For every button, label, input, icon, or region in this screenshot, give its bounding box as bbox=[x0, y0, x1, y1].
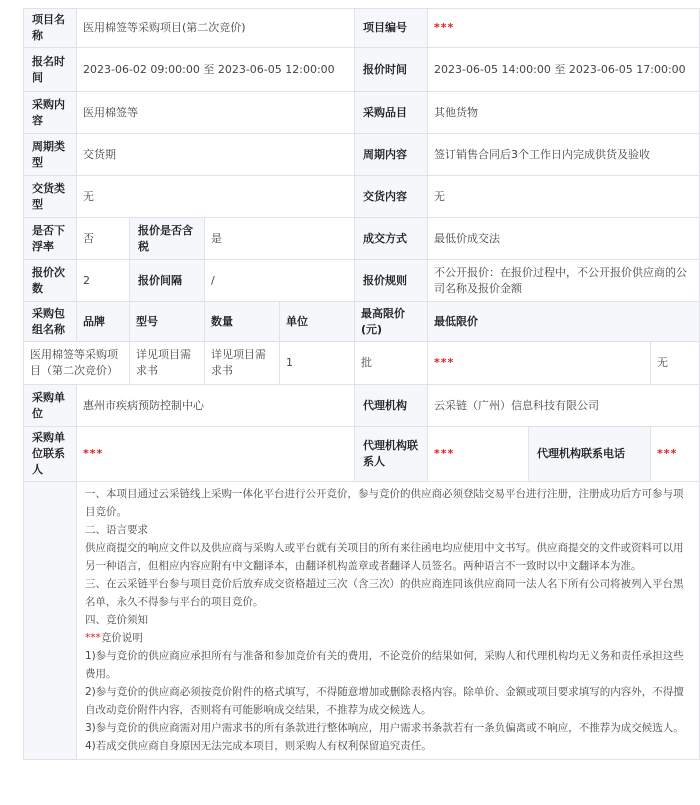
notes-paragraph-9: 3)参与竞价的供应商需对用户需求书的所有条款进行整体响应，用户需求书条款若有一条负偏离或不响应，不推荐为成交候选人。 bbox=[85, 722, 684, 734]
purchase-content: 医用棉签等 bbox=[77, 92, 355, 134]
package-header-min-price: 最低限价 bbox=[428, 302, 700, 342]
quote-time-label: 报价时间 bbox=[355, 48, 428, 92]
signup-time-label: 报名时间 bbox=[24, 48, 77, 92]
quote-rule: 不公开报价：在报价过程中，不公开报价供应商的公司名称及报价金额 bbox=[428, 260, 700, 302]
notes-side-cell bbox=[24, 482, 77, 760]
project-name: 医用棉签等采购项目(第二次竞价) bbox=[77, 9, 355, 48]
row-contacts bbox=[24, 427, 700, 482]
delivery-type: 无 bbox=[77, 176, 355, 218]
package-header-max-price: 最高限价(元) bbox=[355, 302, 428, 342]
quote-interval: / bbox=[205, 260, 355, 302]
agency-label: 代理机构 bbox=[355, 385, 428, 427]
package-row bbox=[24, 342, 700, 385]
notes-paragraph-10: 4)若成交供应商自身原因无法完成本项目，则采购人有权利保留追究责任。 bbox=[85, 740, 432, 752]
buyer-contact: *** bbox=[83, 447, 104, 460]
package-quantity: 1 bbox=[280, 342, 355, 385]
agency-phone-label: 代理机构联系电话 bbox=[529, 427, 651, 482]
notes-paragraph-3: 供应商提交的响应文件以及供应商与采购人或平台就有关项目的所有来往函电均应使用中文书写。供应商提交的文件或资料可以用另一种语言，但相应内容应附有中文翻译本，由翻译机构盖章或者翻译人员签名。两种语言不一致时以中文翻译本为准。 bbox=[85, 542, 684, 572]
row-project-name bbox=[24, 9, 700, 48]
row-quote bbox=[24, 260, 700, 302]
quote-interval-label: 报价间隔 bbox=[130, 260, 205, 302]
notes-paragraph-1: 一、本项目通过云采链线上采购一体化平台进行公开竞价，参与竞价的供应商必须登陆交易平台进行注册，注册成功后方可参与项目竞价。 bbox=[85, 488, 684, 518]
float-rate: 否 bbox=[77, 218, 130, 260]
package-group-label: 采购包组名称 bbox=[24, 302, 77, 342]
quote-count: 2 bbox=[77, 260, 130, 302]
row-cycle bbox=[24, 134, 700, 176]
project-name-label: 项目名称 bbox=[24, 9, 77, 48]
buyer-label: 采购单位 bbox=[24, 385, 77, 427]
delivery-content: 无 bbox=[428, 176, 700, 218]
delivery-type-label: 交货类型 bbox=[24, 176, 77, 218]
row-purchase bbox=[24, 92, 700, 134]
agency-contact-label: 代理机构联系人 bbox=[355, 427, 428, 482]
cycle-content: 签订销售合同后3个工作日内完成供货及验收 bbox=[428, 134, 700, 176]
notes-star-marker: *** bbox=[85, 632, 101, 644]
row-notes bbox=[24, 482, 700, 760]
notes-bidding-instructions-heading: 竞价说明 bbox=[100, 632, 143, 644]
package-unit: 批 bbox=[355, 342, 428, 385]
buyer-contact-label: 采购单位联系人 bbox=[24, 427, 77, 482]
buyer: 惠州市疾病预防控制中心 bbox=[77, 385, 355, 427]
delivery-content-label: 交货内容 bbox=[355, 176, 428, 218]
tax-label: 报价是否含税 bbox=[130, 218, 205, 260]
deal-method: 最低价成交法 bbox=[428, 218, 700, 260]
project-info-table bbox=[23, 8, 700, 760]
package-header-quantity: 数量 bbox=[205, 302, 280, 342]
cycle-type: 交货期 bbox=[77, 134, 355, 176]
package-header-brand: 品牌 bbox=[77, 302, 130, 342]
package-min-price: 无 bbox=[651, 342, 700, 385]
notes bbox=[77, 482, 700, 760]
agency-phone: *** bbox=[657, 447, 678, 460]
package-header-unit: 单位 bbox=[280, 302, 355, 342]
notes-paragraph-8: 2)参与竞价的供应商必须按竞价附件的格式填写，不得随意增加或删除表格内容。除单价、金额或项目要求填写的内容外，不得擅自改动竞价附件内容，否则将有可能影响成交结果，不推荐为成交候选人。 bbox=[85, 686, 684, 716]
package-model: 详见项目需求书 bbox=[205, 342, 280, 385]
notes-paragraph-7: 1)参与竞价的供应商应承担所有与准备和参加竞价有关的费用，不论竞价的结果如何，采购人和代理机构均无义务和责任承担这些费用。 bbox=[85, 650, 684, 680]
row-float-tax bbox=[24, 218, 700, 260]
cycle-content-label: 周期内容 bbox=[355, 134, 428, 176]
row-delivery bbox=[24, 176, 700, 218]
notes-paragraph-6 bbox=[85, 629, 691, 647]
package-max-price: *** bbox=[434, 356, 455, 369]
package-name: 医用棉签等采购项目（第二次竞价） bbox=[24, 342, 130, 385]
notes-paragraph-4: 三、在云采链平台参与项目竞价后放弃成交资格超过三次（含三次）的供应商连同该供应商同一法人名下所有公司将被列入平台黑名单，永久不得参与平台的项目竞价。 bbox=[85, 578, 684, 608]
agency: 云采链（广州）信息科技有限公司 bbox=[428, 385, 700, 427]
notes-paragraph-5: 四、竞价须知 bbox=[85, 614, 148, 626]
package-brand: 详见项目需求书 bbox=[130, 342, 205, 385]
row-time bbox=[24, 48, 700, 92]
package-header-row bbox=[24, 302, 700, 342]
purchase-category-label: 采购品目 bbox=[355, 92, 428, 134]
purchase-content-label: 采购内容 bbox=[24, 92, 77, 134]
project-no: *** bbox=[434, 21, 455, 34]
project-no-label: 项目编号 bbox=[355, 9, 428, 48]
cycle-type-label: 周期类型 bbox=[24, 134, 77, 176]
float-rate-label: 是否下浮率 bbox=[24, 218, 77, 260]
project-detail bbox=[23, 8, 688, 760]
package-header-model: 型号 bbox=[130, 302, 205, 342]
quote-time: 2023-06-05 14:00:00 至 2023-06-05 17:00:00 bbox=[428, 48, 700, 92]
agency-contact: *** bbox=[434, 447, 455, 460]
row-buyer bbox=[24, 385, 700, 427]
notes-paragraph-2: 二、语言要求 bbox=[85, 524, 148, 536]
signup-time: 2023-06-02 09:00:00 至 2023-06-05 12:00:00 bbox=[77, 48, 355, 92]
purchase-category: 其他货物 bbox=[428, 92, 700, 134]
tax: 是 bbox=[205, 218, 355, 260]
quote-count-label: 报价次数 bbox=[24, 260, 77, 302]
quote-rule-label: 报价规则 bbox=[355, 260, 428, 302]
deal-method-label: 成交方式 bbox=[355, 218, 428, 260]
